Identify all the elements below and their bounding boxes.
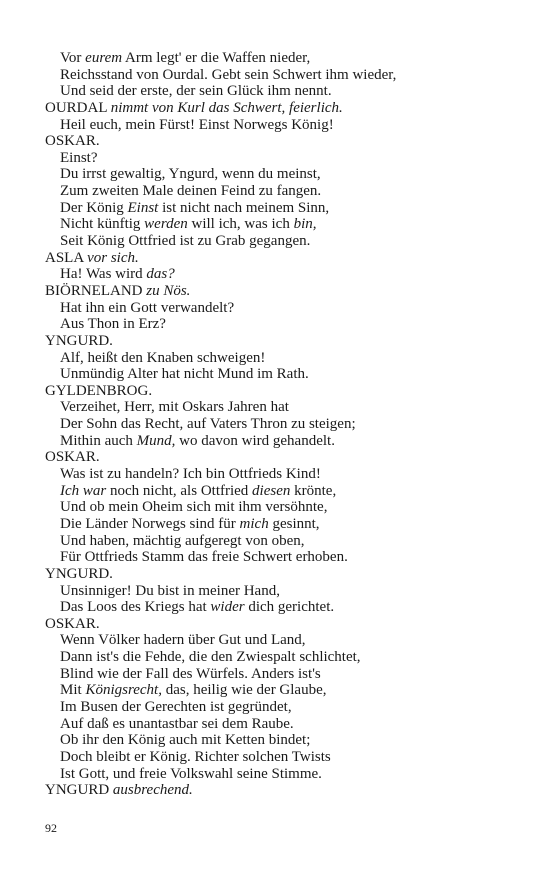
speaker-line (45, 383, 525, 400)
line-text: Der König (60, 199, 128, 216)
italic-text: nimmt von Kurl das Schwert, feierlich. (110, 99, 343, 116)
line-text: Verzeihet, Herr, mit Oskars Jahren hat (60, 399, 289, 416)
line-text: Ist Gott, und freie Volkswahl seine Stimme. (60, 765, 322, 782)
verse-line (45, 150, 525, 167)
line-text: Unmündig Alter hat nicht Mund im Rath. (60, 366, 309, 383)
line-text: Mit (60, 682, 86, 699)
speaker-line (45, 566, 525, 583)
verse-line (45, 316, 525, 333)
line-text: Das Loos des Kriegs hat (60, 599, 211, 616)
verse-line (45, 216, 525, 233)
verse-line (45, 200, 525, 217)
line-text: Hat ihn ein Gott verwandelt? (60, 299, 235, 316)
italic-text: das? (146, 266, 175, 283)
line-text: BIÖRNELAND (45, 282, 147, 299)
verse-line (45, 583, 525, 600)
line-text: Dann ist's die Fehde, die den Zwiespalt schlichtet, (60, 649, 361, 666)
line-text: Im Busen der Gerechten ist gegründet, (60, 698, 292, 715)
italic-text: Ich war (60, 482, 107, 499)
verse-line (45, 682, 525, 699)
speaker-line (45, 133, 525, 150)
line-text: Was ist zu handeln? Ich bin Ottfrieds Kind! (60, 466, 321, 483)
verse-line (45, 749, 525, 766)
verse-line (45, 599, 525, 616)
line-text: YNGURD. (45, 332, 113, 349)
line-text: Ob ihr den König auch mit Ketten bindet; (60, 732, 311, 749)
italic-text: werden (144, 216, 188, 233)
line-text: Unsinniger! Du bist in meiner Hand, (60, 582, 280, 599)
speaker-line (45, 616, 525, 633)
verse-line (45, 533, 525, 550)
verse-line (45, 549, 525, 566)
verse-line (45, 766, 525, 783)
verse-line (45, 466, 525, 483)
line-text: Mithin auch (60, 432, 137, 449)
line-text: gesinnt, (268, 515, 320, 532)
italic-text: mich (239, 515, 269, 532)
line-text: Und ob mein Oheim sich mit ihm versöhnte, (60, 499, 328, 516)
verse-line (45, 483, 525, 500)
line-text: Heil euch, mein Fürst! Einst Norwegs König! (60, 116, 334, 133)
line-text: wo davon wird gehandelt. (175, 432, 335, 449)
line-text: Arm legt' er die Waffen nieder, (122, 50, 311, 66)
verse-line (45, 716, 525, 733)
verse-line (45, 117, 525, 134)
line-text: OURDAL (45, 99, 111, 116)
italic-text: vor sich. (87, 249, 139, 266)
line-text: Der Sohn das Recht, auf Vaters Thron zu steigen; (60, 416, 356, 433)
verse-line (45, 433, 525, 450)
line-text: Für Ottfrieds Stamm das freie Schwert erhoben. (60, 549, 348, 566)
italic-text: bin, (293, 216, 317, 233)
verse-line (45, 516, 525, 533)
speaker-line (45, 100, 525, 117)
verse-line (45, 83, 525, 100)
verse-line (45, 666, 525, 683)
speaker-line (45, 250, 525, 267)
line-text: Zum zweiten Male deinen Feind zu fangen. (60, 183, 322, 200)
verse-line (45, 699, 525, 716)
line-text: OSKAR. (45, 615, 100, 632)
italic-text: wider (210, 599, 245, 616)
verse-line (45, 300, 525, 317)
speaker-line (45, 283, 525, 300)
line-text: ist nicht nach meinem Sinn, (158, 199, 330, 216)
line-text: Blind wie der Fall des Würfels. Anders ist's (60, 665, 321, 682)
verse-line (45, 50, 525, 67)
drama-text-block (45, 50, 525, 799)
line-text: Aus Thon in Erz? (60, 316, 166, 333)
verse-line (45, 649, 525, 666)
line-text: will ich, was ich (187, 216, 294, 233)
line-text: Auf daß es unantastbar sei dem Raube. (60, 715, 294, 732)
line-text: das, heilig wie der Glaube, (161, 682, 327, 699)
line-text: GYLDENBROG. (45, 382, 153, 399)
italic-text: ausbrechend. (112, 782, 193, 799)
verse-line (45, 732, 525, 749)
line-text: Wenn Völker hadern über Gut und Land, (60, 632, 306, 649)
verse-line (45, 233, 525, 250)
line-text: Und seid der erste, der sein Glück ihm nennt. (60, 83, 332, 100)
speaker-line (45, 333, 525, 350)
italic-text: diesen (252, 482, 291, 499)
line-text: krönte, (290, 482, 337, 499)
line-text: dich gerichtet. (244, 599, 335, 616)
line-text: OSKAR. (45, 449, 100, 466)
verse-line (45, 399, 525, 416)
italic-text: Mund, (136, 432, 176, 449)
italic-text: Einst (127, 199, 159, 216)
verse-line (45, 183, 525, 200)
line-text: Reichsstand von Ourdal. Gebt sein Schwert ihm wieder, (60, 66, 397, 83)
line-text: Und haben, mächtig aufgeregt von oben, (60, 532, 305, 549)
line-text: Seit König Ottfried ist zu Grab gegangen. (60, 233, 311, 250)
line-text: Du irrst gewaltig, Yngurd, wenn du meinst, (60, 166, 321, 183)
line-text: Alf, heißt den Knaben schweigen! (60, 349, 266, 366)
speaker-line (45, 782, 525, 799)
italic-text: eurem (85, 50, 123, 66)
line-text: YNGURD. (45, 565, 113, 582)
verse-line (45, 67, 525, 84)
line-text: Vor (60, 50, 86, 66)
line-text: Doch bleibt er König. Richter solchen Twists (60, 748, 331, 765)
line-text: OSKAR. (45, 133, 100, 150)
verse-line (45, 266, 525, 283)
line-text: YNGURD (45, 782, 113, 799)
line-text: ASLA (45, 249, 88, 266)
italic-text: zu Nös. (146, 282, 191, 299)
italic-text: Königsrecht, (85, 682, 162, 699)
page-number: 92 (45, 821, 57, 835)
line-text: Einst? (60, 149, 98, 166)
verse-line (45, 416, 525, 433)
verse-line (45, 366, 525, 383)
verse-line (45, 499, 525, 516)
line-text: Die Länder Norwegs sind für (60, 515, 240, 532)
line-text: Ha! Was wird (60, 266, 147, 283)
speaker-line (45, 449, 525, 466)
verse-line (45, 166, 525, 183)
line-text: Nicht künftig (60, 216, 145, 233)
verse-line (45, 350, 525, 367)
line-text: noch nicht, als Ottfried (106, 482, 253, 499)
verse-line (45, 632, 525, 649)
